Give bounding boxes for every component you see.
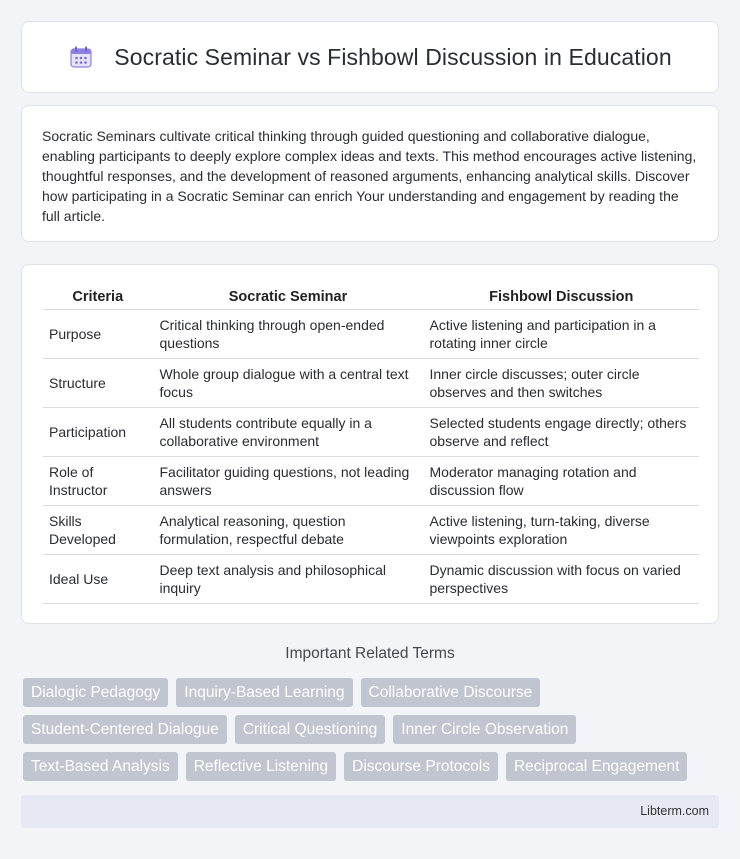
table-row	[43, 407, 699, 456]
row-fishbowl-value: Inner circle discusses; outer circle observes and then switches	[423, 358, 699, 407]
row-socratic-value: Analytical reasoning, question formulation, respectful debate	[153, 505, 423, 554]
row-criteria: Structure	[43, 358, 153, 407]
row-criteria: Role of Instructor	[43, 456, 153, 505]
intro-card	[21, 105, 719, 242]
related-terms-tags	[23, 678, 713, 789]
related-terms-title: Important Related Terms	[285, 645, 455, 662]
row-fishbowl-value: Selected students engage directly; others observe and reflect	[423, 407, 699, 456]
table-header-row	[43, 287, 699, 309]
tag-reflective-listening[interactable]: Reflective Listening	[186, 752, 336, 781]
tag-row	[23, 715, 713, 744]
row-fishbowl-value: Dynamic discussion with focus on varied perspectives	[423, 554, 699, 603]
header-fishbowl-discussion: Fishbowl Discussion	[423, 287, 699, 309]
table-row	[43, 309, 699, 358]
row-socratic-value: Facilitator guiding questions, not leading answers	[153, 456, 423, 505]
row-criteria: Participation	[43, 407, 153, 456]
intro-text: Socratic Seminars cultivate critical thinking through guided questioning and collaborative dialogue, enabling participants to deeply explore complex ideas and texts. This method encourages active listening, thoughtful responses, and the development of reasoned arguments, enhancing analytical skills. Discover how participating in a Socratic Seminar can enrich Your understanding and engagement by reading the full article.	[42, 128, 697, 224]
tag-reciprocal-engagement[interactable]: Reciprocal Engagement	[506, 752, 687, 781]
tag-student-centered-dialogue[interactable]: Student-Centered Dialogue	[23, 715, 227, 744]
row-criteria: Ideal Use	[43, 554, 153, 603]
tag-inquiry-based-learning[interactable]: Inquiry-Based Learning	[176, 678, 352, 707]
tag-inner-circle-observation[interactable]: Inner Circle Observation	[393, 715, 576, 744]
header-socratic-seminar: Socratic Seminar	[153, 287, 423, 309]
row-socratic-value: Critical thinking through open-ended questions	[153, 309, 423, 358]
row-socratic-value: Deep text analysis and philosophical inquiry	[153, 554, 423, 603]
comparison-table-card	[21, 264, 719, 624]
footer	[21, 795, 719, 828]
tag-text-based-analysis[interactable]: Text-Based Analysis	[23, 752, 178, 781]
comparison-table	[43, 287, 699, 604]
row-criteria: Skills Developed	[43, 505, 153, 554]
tag-critical-questioning[interactable]: Critical Questioning	[235, 715, 385, 744]
tag-row	[23, 678, 713, 707]
footer-site-link[interactable]: Libterm.com	[640, 804, 709, 818]
table-row	[43, 505, 699, 554]
row-fishbowl-value: Active listening, turn-taking, diverse viewpoints exploration	[423, 505, 699, 554]
row-socratic-value: Whole group dialogue with a central text focus	[153, 358, 423, 407]
row-criteria: Purpose	[43, 309, 153, 358]
tag-discourse-protocols[interactable]: Discourse Protocols	[344, 752, 498, 781]
row-fishbowl-value: Moderator managing rotation and discussion flow	[423, 456, 699, 505]
table-row	[43, 456, 699, 505]
tag-dialogic-pedagogy[interactable]: Dialogic Pedagogy	[23, 678, 168, 707]
tag-collaborative-discourse[interactable]: Collaborative Discourse	[361, 678, 541, 707]
tag-row	[23, 752, 713, 781]
table-row	[43, 554, 699, 603]
title-wrap	[68, 44, 671, 71]
header-card	[21, 21, 719, 93]
calendar-icon	[68, 44, 94, 70]
page-title: Socratic Seminar vs Fishbowl Discussion in Education	[114, 43, 672, 70]
row-fishbowl-value: Active listening and participation in a rotating inner circle	[423, 309, 699, 358]
header-criteria: Criteria	[43, 287, 153, 309]
table-row	[43, 358, 699, 407]
row-socratic-value: All students contribute equally in a collaborative environment	[153, 407, 423, 456]
